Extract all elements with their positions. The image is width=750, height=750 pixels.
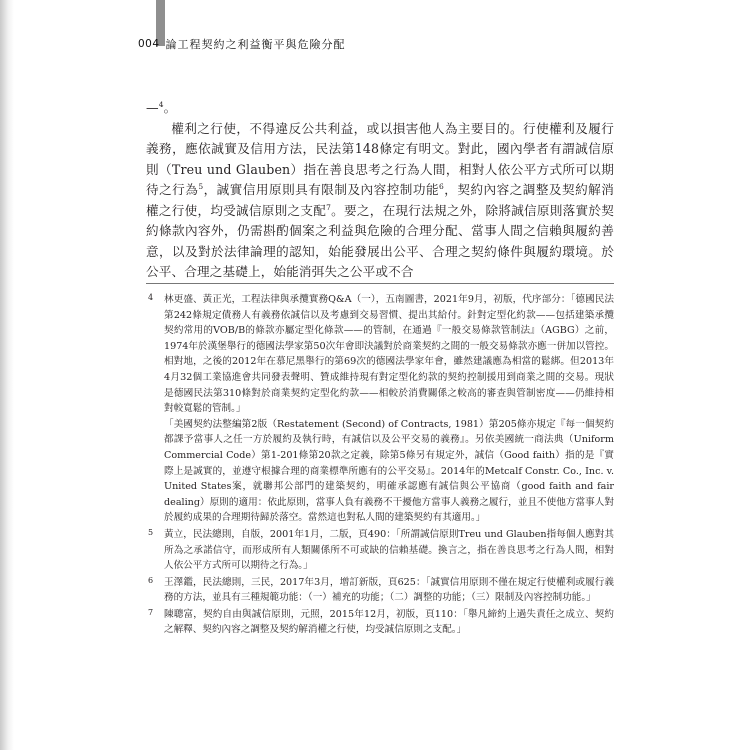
footnote-number: 6 <box>148 575 154 585</box>
body-text-span: ，契約內容之調整及契約解消權之行使，均受誠信原則之支配 <box>146 182 614 218</box>
footnote-number: 4 <box>148 293 154 302</box>
book-title: 論工程契約之利益衡平與危險分配 <box>165 38 346 51</box>
body-text-span: ，誠實信用原則具有限制及內容控制功能 <box>203 182 440 197</box>
body-text <box>146 98 614 283</box>
footnote-4 <box>146 292 614 526</box>
footnote-number: 7 <box>148 607 154 617</box>
footnote-6 <box>146 575 614 606</box>
footnote-text: 黃立，民法總則，自版，2001年1月，二版，頁490：「所謂誠信原則Treu und Glauben指每個人應對其所為之承諾信守，而形成所有人類關係所不可或缺的信賴基礎。換言之，指在善良思考之行為人間，相對人依公平方式所可以期待之行為。」 <box>164 528 614 572</box>
footnote-text: 陳聰富，契約自由與誠信原則，元照，2015年12月，初版，頁110：「舉凡締約上過失責任之成立、契約之解釋、契約內容之調整及契約解消權之行使，均受誠信原則之支配。」 <box>164 608 614 636</box>
footnote-7 <box>146 607 614 638</box>
page-number: 004 <box>138 38 160 50</box>
body-text-span: 。要之，在現行法規之外，除將誠信原則落實於契約條款內容外，仍需斟酌個案之利益與危險的合理分配、當事人間之信賴與履約善意，以及對於法律論理的認知，始能發展出公平、合理之契約條件與履約環境。於公平、合理之基礎上，始能消弭失之公平或不合 <box>146 202 614 279</box>
body-text-span: 權利之行使，不得違反公共利益，或以損害他人為主要目的。行使權利及履行義務，應依誠實及信用方法，民法第148條定有明文。對此，國內學者有謂誠信原則（Treu und Glauben）指在善良思考之行為人間，相對人依公平方式所可以期待之行為 <box>146 120 614 197</box>
footnote-text: 「美國契約法整編第2版（Restatement (Second) of Contracts, 1981）第205條亦規定『每一個契約都課予當事人之任一方於履約及執行時，有誠信以及公平交易的義務』。另依美國統一商法典（Uniform Commercial Code）第1-201條第20款之定義，除第5條另有規定外，誠信（Good faith）指的是『實際上是誠實的，並遵守根據合理的商業標準所應有的公平交易』。2014年的Metcalf Constr. Co., Inc. v. United States案，就聯邦公部門的建築契約，明確承認應有誠信與公平協商（good faith and fair dealing）原則的適用：依此原則，當事人負有義務不干擾他方當事人義務之履行，並且不使他方當事人對於履約成果的合理期待歸於落空。當然這也對私人間的建築契約有其適用。」 <box>164 418 614 524</box>
footnote-5 <box>146 527 614 574</box>
footnote-ref-4: 4 <box>158 99 164 109</box>
footnote-separator <box>146 283 614 284</box>
body-text-span: — <box>146 100 159 115</box>
page-edge-shadow <box>0 0 14 750</box>
footnote-text: 林更盛、黃正光，工程法律與承攬實務Q&A（一），五南圖書，2021年9月，初版，代序部分：「德國民法第242條規定債務人有義務依誠信以及考慮到交易習慣、提出其給付。針對定型化約款——包括建築承攬契約常用的VOB/B的條款亦屬定型化條款——的管制，在通過『一般交易條款管制法』（AGBG）之前，1974年於漢堡舉行的德國法學家第50次年會即決議對於商業契約之間的一般交易條款亦應一併加以管控。相對地，之後的2012年在慕尼黑舉行的第69次的德國法學家年會，雖然建議應為相當的鬆綁。但2013年4月32個工業協進會共同發表聲明、贊成維持現有對定型化約款的契約控制援用到商業之間的交易。現狀是德國民法第310條對於商業契約定型化約款——相較於消費關係之較高的審查與管制密度——仍維持相對較寬鬆的管制。」 <box>164 294 614 415</box>
footnote-number: 5 <box>148 527 154 537</box>
body-paragraph <box>146 119 614 283</box>
body-paragraph-continuation <box>146 98 614 119</box>
footnote-text: 王澤鑑，民法總則，三民，2017年3月，增訂新版，頁625：「誠實信用原則不僅在規定行使權利或履行義務的方法，並具有三種規範功能：（一）補充的功能；（二）調整的功能；（三）限制及內容控制功能。」 <box>164 576 614 604</box>
footnotes <box>146 292 614 639</box>
footnote-ref-5: 5 <box>198 181 204 191</box>
footnote-ref-7: 7 <box>326 202 331 212</box>
body-text-span: 。 <box>163 100 177 115</box>
running-head <box>138 36 346 52</box>
footnote-ref-6: 6 <box>439 181 444 191</box>
